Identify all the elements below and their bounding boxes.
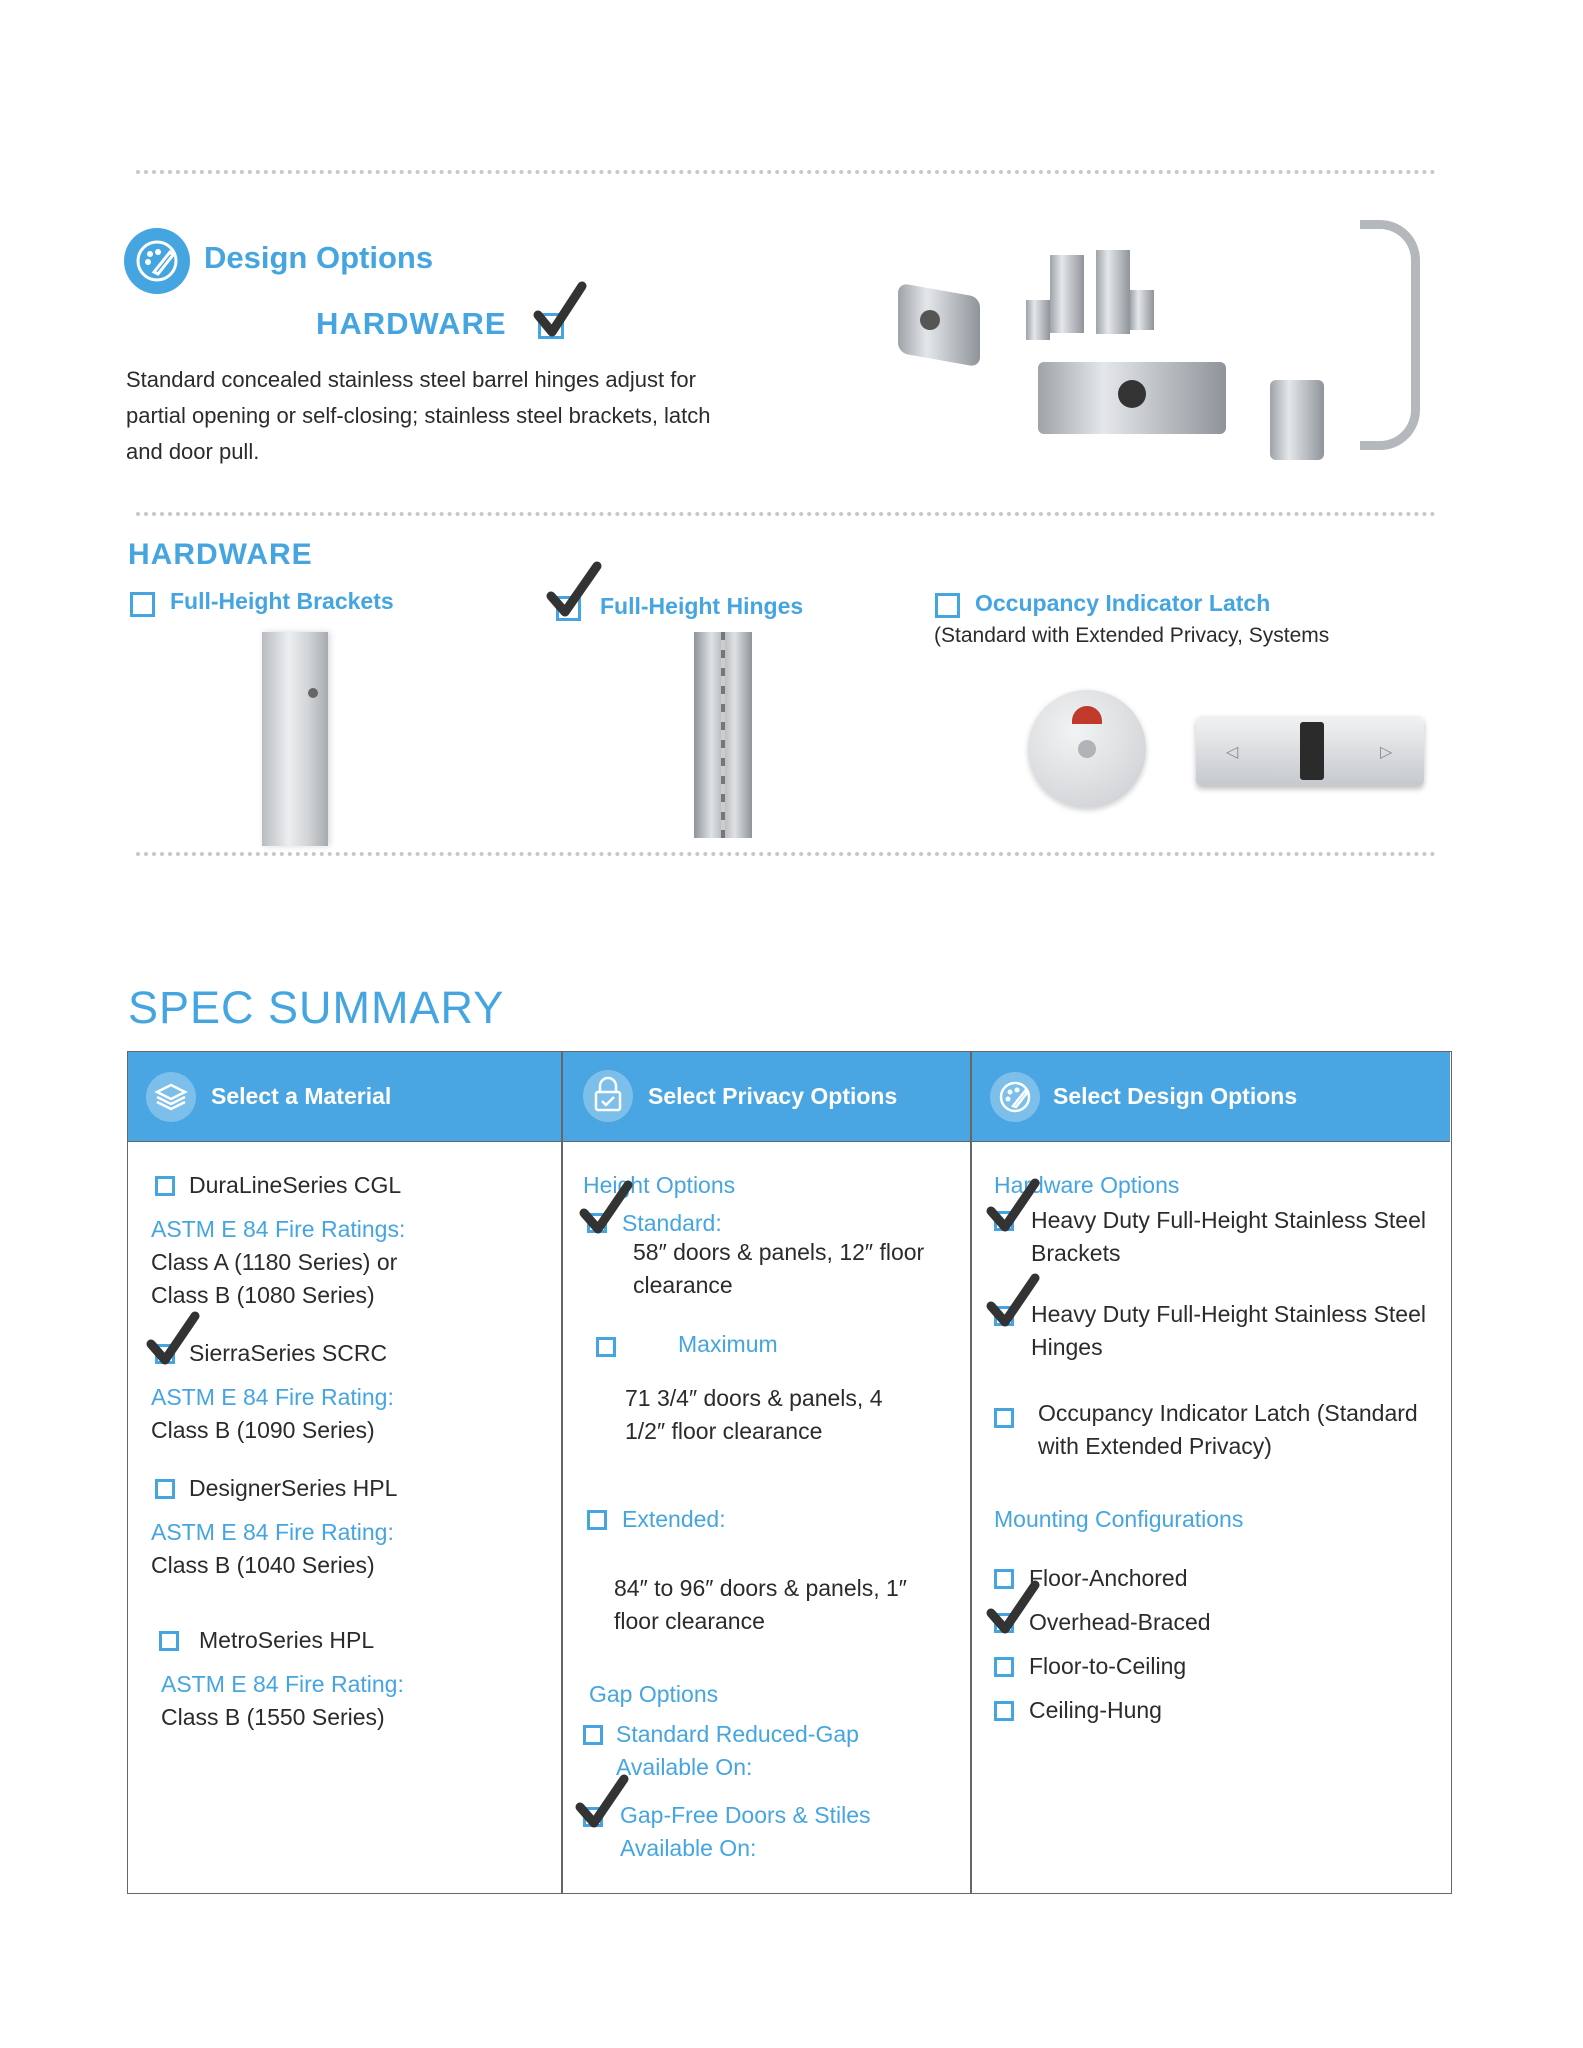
- column-divider: [561, 1052, 563, 1893]
- material-name: DuraLineSeries CGL: [189, 1172, 402, 1198]
- palette-icon: [990, 1072, 1040, 1122]
- extended-height-desc: 84″ to 96″ doors & panels, 1″ floor clearance: [614, 1575, 907, 1634]
- divider: [136, 512, 1436, 516]
- spec-summary-title: SPEC SUMMARY: [128, 982, 505, 1033]
- latch-label: Occupancy Indicator Latch (Standard with Extended Privacy): [1038, 1400, 1418, 1459]
- full-height-brackets-checkbox[interactable]: [130, 592, 155, 617]
- fire-rating-label: ASTM E 84 Fire Rating:: [151, 1384, 394, 1410]
- full-height-brackets-label: Full-Height Brackets: [170, 588, 394, 614]
- fire-rating-value: Class B (1550 Series): [161, 1704, 385, 1730]
- maximum-height-desc: 71 3/4″ doors & panels, 4 1/2″ floor clearance: [625, 1385, 883, 1444]
- column-divider: [970, 1052, 972, 1893]
- standard-height-desc: 58″ doors & panels, 12″ floor clearance: [633, 1239, 925, 1298]
- mounting-heading: Mounting Configurations: [994, 1506, 1244, 1532]
- design-description: Standard concealed stainless steel barrel hinges adjust for partial opening or self-closing; stainless steel brackets, latch and door pull.: [126, 367, 711, 464]
- privacy-column-header: Select Privacy Options: [648, 1083, 898, 1109]
- duraline-checkbox[interactable]: [155, 1176, 175, 1196]
- hinges-label: Heavy Duty Full-Height Stainless Steel Hinges: [1031, 1301, 1426, 1360]
- hardware-heading: HARDWARE: [316, 306, 507, 341]
- spec-table: [127, 1051, 1452, 1894]
- fire-rating-value: Class A (1180 Series) or Class B (1080 Series): [151, 1249, 398, 1308]
- occupancy-latch-label: Occupancy Indicator Latch: [975, 590, 1271, 616]
- brackets-label: Heavy Duty Full-Height Stainless Steel Brackets: [1031, 1207, 1426, 1266]
- material-column-header: Select a Material: [211, 1083, 392, 1109]
- divider: [136, 170, 1436, 174]
- reduced-gap-checkbox[interactable]: [583, 1725, 603, 1745]
- reduced-gap-label: Standard Reduced-Gap Available On:: [616, 1721, 859, 1780]
- full-height-hinges-label: Full-Height Hinges: [600, 593, 804, 619]
- material-name: SierraSeries SCRC: [189, 1340, 388, 1366]
- hardware-options-heading: Hardware Options: [994, 1172, 1180, 1198]
- design-options-title: Design Options: [204, 240, 434, 275]
- gap-free-label: Gap-Free Doors & Stiles Available On:: [620, 1802, 871, 1861]
- maximum-height-checkbox[interactable]: [596, 1337, 616, 1357]
- checkmark-icon: [530, 280, 590, 340]
- hardware-section-heading: HARDWARE: [128, 538, 313, 571]
- extended-height-checkbox[interactable]: [587, 1510, 607, 1530]
- mounting-label: Ceiling-Hung: [1029, 1697, 1162, 1723]
- fire-rating-label: ASTM E 84 Fire Rating:: [151, 1519, 394, 1545]
- designer-checkbox[interactable]: [155, 1479, 175, 1499]
- hinge-image: [694, 632, 752, 838]
- floor-to-ceiling-checkbox[interactable]: [994, 1657, 1014, 1677]
- fire-rating-value: Class B (1090 Series): [151, 1417, 375, 1443]
- bracket-image: [262, 632, 328, 846]
- ceiling-hung-checkbox[interactable]: [994, 1701, 1014, 1721]
- mounting-label: Overhead-Braced: [1029, 1609, 1211, 1635]
- latch-image: ◁ ▷: [1196, 716, 1424, 786]
- occupancy-latch-checkbox[interactable]: [935, 593, 960, 618]
- gap-options-heading: Gap Options: [589, 1681, 719, 1707]
- hardware-products-image: [890, 220, 1450, 470]
- lock-icon: [583, 1070, 633, 1122]
- fire-rating-label: ASTM E 84 Fire Ratings:: [151, 1216, 406, 1242]
- metro-checkbox[interactable]: [159, 1631, 179, 1651]
- divider: [136, 852, 1436, 856]
- occupancy-latch-note: (Standard with Extended Privacy, Systems: [934, 624, 1330, 647]
- material-name: DesignerSeries HPL: [189, 1475, 398, 1501]
- extended-height-label: Extended:: [622, 1506, 726, 1532]
- layers-icon: [146, 1072, 196, 1122]
- palette-icon: [124, 228, 190, 294]
- material-name: MetroSeries HPL: [199, 1627, 375, 1653]
- checkmark-icon: [545, 560, 605, 620]
- standard-height-label: Standard:: [622, 1210, 722, 1236]
- height-options-heading: Height Options: [583, 1172, 736, 1198]
- fire-rating-value: Class B (1040 Series): [151, 1552, 375, 1578]
- design-column-header: Select Design Options: [1053, 1083, 1298, 1109]
- mounting-label: Floor-to-Ceiling: [1029, 1653, 1187, 1679]
- maximum-height-label: Maximum: [678, 1331, 778, 1357]
- latch-checkbox[interactable]: [994, 1408, 1014, 1428]
- mounting-label: Floor-Anchored: [1029, 1565, 1188, 1591]
- indicator-image: [1028, 690, 1146, 808]
- fire-rating-label: ASTM E 84 Fire Rating:: [161, 1671, 404, 1697]
